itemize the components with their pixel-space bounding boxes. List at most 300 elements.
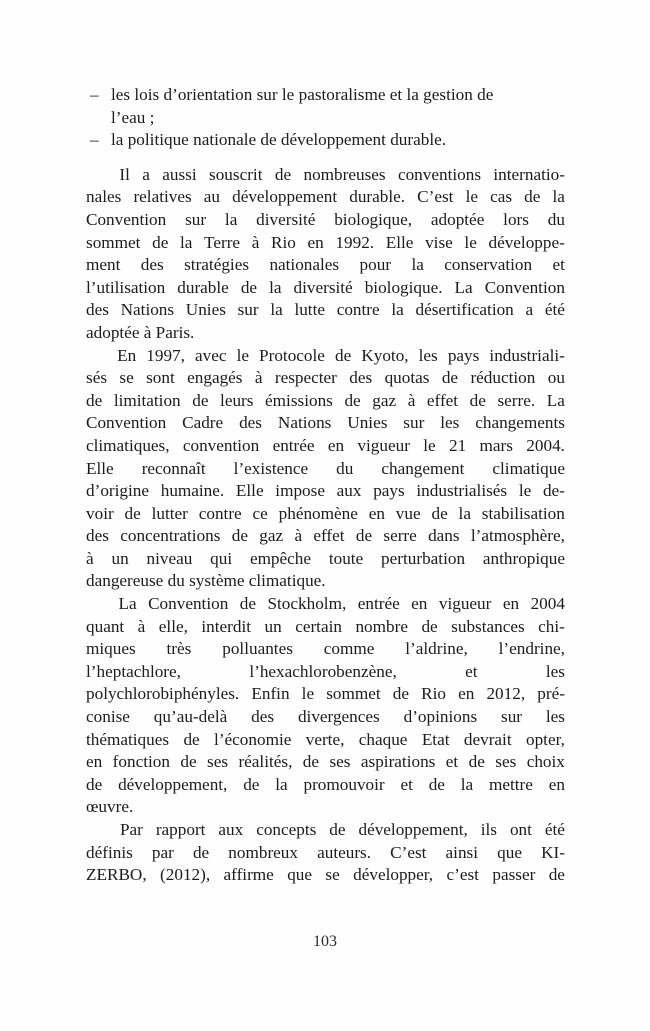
- word: la: [411, 255, 424, 275]
- text-line: [86, 164, 565, 187]
- word: climatique: [492, 458, 565, 478]
- word: sont: [146, 368, 175, 388]
- text-line: [86, 458, 565, 481]
- word: de: [192, 842, 210, 862]
- text-line: [86, 683, 565, 706]
- word: vue: [395, 503, 421, 523]
- word: miques: [86, 639, 136, 659]
- word: reconnaît: [141, 458, 206, 478]
- word: ils: [480, 820, 497, 839]
- word: Rio: [271, 232, 296, 252]
- word: des: [239, 413, 262, 433]
- word: 1992.: [335, 232, 375, 252]
- text-line: [86, 751, 565, 774]
- word: le: [518, 481, 532, 501]
- word: conservation: [444, 255, 533, 275]
- word: des: [140, 255, 164, 275]
- word: l’endrine,: [498, 639, 565, 659]
- word: ses: [495, 752, 517, 772]
- word: adoptée: [430, 209, 485, 229]
- word: quant: [86, 616, 125, 636]
- word: en: [502, 594, 520, 614]
- word: à: [251, 232, 260, 252]
- list-item-line: les lois d’orientation sur le pastoralisme et la gestion de: [111, 85, 494, 104]
- text-line: [86, 706, 565, 729]
- word: thématiques: [86, 729, 170, 749]
- word: de: [524, 187, 541, 207]
- word: sommet: [86, 232, 141, 252]
- word: stratégies: [184, 255, 250, 275]
- word: vigueur: [357, 435, 410, 455]
- word: rapport: [155, 820, 206, 839]
- word: sur: [185, 209, 207, 229]
- word: changements: [475, 413, 565, 433]
- word: aux: [336, 481, 362, 501]
- word: de: [302, 752, 320, 772]
- word: quotas: [384, 368, 430, 388]
- text-line: [86, 299, 565, 322]
- word: la: [391, 300, 404, 320]
- text-line: [86, 367, 565, 390]
- word: limitation: [113, 390, 181, 410]
- word: respecter: [274, 368, 337, 388]
- word: réalités,: [238, 752, 293, 772]
- word: effet: [426, 390, 459, 410]
- word: conise: [86, 707, 130, 727]
- paragraph-concepts: [86, 819, 565, 887]
- word: sommet: [326, 684, 381, 704]
- word: Kyoto,: [361, 345, 409, 365]
- text-line: [86, 842, 565, 865]
- text-line: [86, 525, 565, 548]
- word: climatiques,: [86, 435, 170, 455]
- word: désertification: [415, 300, 514, 320]
- word: du: [547, 209, 565, 229]
- word: en: [307, 232, 324, 252]
- text-line: [86, 774, 565, 797]
- word: en: [327, 435, 345, 455]
- word: la: [224, 209, 238, 229]
- word: mars: [479, 435, 513, 455]
- word: Rio: [421, 684, 446, 704]
- word: lutter: [151, 503, 188, 523]
- word: de: [468, 752, 485, 772]
- word: a: [525, 300, 534, 320]
- word: des: [251, 707, 275, 727]
- word: de: [240, 277, 258, 297]
- word: à: [137, 616, 146, 636]
- word: Elle: [235, 481, 264, 501]
- text-line: [86, 186, 565, 209]
- word: biologique,: [334, 209, 413, 229]
- word: niveau: [146, 548, 193, 568]
- paragraph-stockholm: [86, 593, 565, 819]
- word: développement,: [118, 774, 228, 794]
- text-line: [86, 548, 565, 571]
- word: l’existence: [233, 458, 309, 478]
- word: chi-: [538, 616, 565, 636]
- word: ses: [207, 752, 229, 772]
- word: concentrations: [120, 526, 221, 546]
- word: pays: [373, 481, 405, 501]
- word: nationales: [269, 255, 340, 275]
- word: pour: [359, 255, 392, 275]
- word: souscrit: [209, 164, 263, 184]
- word: c’est: [446, 865, 479, 885]
- word: La: [546, 390, 565, 410]
- word: l’atmosphère,: [470, 526, 565, 546]
- word: des: [86, 526, 109, 546]
- text-line: [86, 503, 565, 526]
- word: convention: [182, 435, 260, 455]
- text-line: [86, 435, 565, 458]
- word: développement: [232, 187, 338, 207]
- word: cas: [490, 187, 513, 207]
- word: Cadre: [182, 413, 224, 433]
- word: de: [392, 684, 409, 704]
- word: de: [441, 368, 459, 388]
- word: Convention: [86, 209, 167, 229]
- word: la: [458, 503, 471, 523]
- word: concepts: [256, 820, 317, 839]
- word: en: [368, 503, 385, 523]
- word: la: [275, 774, 288, 794]
- word: nombre: [355, 616, 408, 636]
- word: en: [86, 752, 103, 772]
- word: polluantes: [222, 639, 293, 659]
- word: du: [336, 458, 354, 478]
- word: de: [344, 390, 361, 410]
- word: relatives: [133, 187, 192, 207]
- page-text-block: [86, 84, 565, 887]
- word: opter,: [525, 729, 565, 749]
- word: que: [497, 842, 522, 862]
- word: le: [236, 345, 249, 365]
- word: l’hexachlorobenzène,: [249, 661, 397, 681]
- word: entrée: [357, 594, 400, 614]
- word: La: [118, 594, 137, 614]
- word: de: [86, 390, 103, 410]
- word: KI-: [541, 842, 565, 862]
- word: polychlorobiphényles.: [86, 684, 240, 704]
- word: et: [465, 661, 478, 681]
- word: des: [349, 368, 373, 388]
- word: sés: [86, 368, 108, 388]
- word: développement,: [358, 820, 468, 839]
- word: lors: [503, 209, 529, 229]
- word: développer,: [353, 865, 434, 885]
- word: 2004.: [526, 435, 565, 455]
- word: de: [431, 503, 448, 523]
- word: Etat: [421, 729, 450, 749]
- paragraph-kyoto: [86, 345, 565, 594]
- word: sur: [403, 413, 425, 433]
- word: ses: [329, 752, 351, 772]
- word: serre: [383, 526, 417, 546]
- word: Il: [119, 164, 130, 184]
- word: la: [270, 300, 283, 320]
- text-line: [86, 232, 565, 255]
- word: industrialisés: [416, 481, 508, 501]
- word: lutte: [294, 300, 325, 320]
- word: un: [264, 616, 282, 636]
- word: de-: [542, 481, 565, 501]
- word: le: [464, 232, 477, 252]
- word: promouvoir: [303, 774, 385, 794]
- word: ou: [547, 368, 565, 388]
- word: de: [335, 345, 352, 365]
- word: biologique.: [364, 277, 443, 297]
- word: de: [239, 594, 256, 614]
- word: très: [166, 639, 192, 659]
- word: la: [460, 774, 474, 794]
- word: mettre: [489, 774, 533, 794]
- word: de: [355, 526, 373, 546]
- word: aux: [218, 820, 244, 839]
- word: d’origine: [86, 481, 150, 501]
- dash-marker-icon: –: [90, 130, 99, 150]
- word: la: [179, 232, 193, 252]
- word: stabilisation: [481, 503, 565, 523]
- word: d’opinions: [403, 707, 478, 727]
- text-line: [86, 864, 565, 887]
- word: se: [325, 865, 340, 885]
- word: qui: [210, 548, 233, 568]
- word: sur: [237, 300, 259, 320]
- word: 2012,: [486, 684, 526, 704]
- word: se: [119, 368, 134, 388]
- word: 2004: [530, 594, 565, 614]
- word: de: [124, 503, 141, 523]
- word: pays: [447, 345, 480, 365]
- text-line: [86, 277, 565, 300]
- word: l’heptachlore,: [86, 661, 181, 681]
- word: par: [151, 842, 174, 862]
- word: ont: [509, 820, 532, 839]
- word: dans: [428, 526, 460, 546]
- word: nales: [86, 187, 122, 207]
- text-line: [86, 570, 565, 593]
- word: contre: [336, 300, 380, 320]
- word: un: [111, 548, 129, 568]
- list-item: [86, 84, 565, 129]
- word: de: [469, 390, 486, 410]
- word: Par: [119, 820, 143, 839]
- word: nombreux: [228, 842, 298, 862]
- word: de: [152, 232, 169, 252]
- word: Enfin: [251, 684, 290, 704]
- word: durable.: [349, 187, 406, 207]
- word: que: [287, 865, 313, 885]
- word: nombreuses: [303, 164, 386, 184]
- word: Unies: [347, 413, 388, 433]
- word: été: [544, 820, 565, 839]
- word: avec: [195, 345, 227, 365]
- word: sur: [501, 707, 523, 727]
- word: verte,: [305, 729, 345, 749]
- word: a: [142, 164, 150, 184]
- text-line: [86, 345, 565, 368]
- word: devrait: [463, 729, 512, 749]
- word: humaine.: [160, 481, 225, 501]
- word: ZERBO,: [86, 865, 147, 885]
- word: œuvre.: [86, 797, 134, 817]
- word: engagés: [187, 368, 243, 388]
- text-line: [86, 796, 565, 819]
- word: divergences: [297, 707, 380, 727]
- word: comme: [323, 639, 375, 659]
- word: émissions: [265, 390, 333, 410]
- word: affirme: [223, 865, 274, 885]
- text-line: [86, 412, 565, 435]
- paragraph-conventions: [86, 164, 565, 345]
- word: Stockholm,: [267, 594, 347, 614]
- word: de: [231, 526, 248, 546]
- word: Convention: [484, 277, 565, 297]
- word: les: [545, 661, 565, 681]
- word: serre.: [497, 390, 536, 410]
- word: passer: [492, 865, 536, 885]
- word: en: [548, 774, 565, 794]
- word: développe-: [488, 232, 565, 252]
- word: 1997,: [146, 345, 185, 365]
- list-item: [86, 129, 565, 152]
- word: perturbation: [381, 548, 466, 568]
- word: à: [407, 390, 416, 410]
- word: la: [269, 277, 282, 297]
- word: le: [301, 684, 315, 704]
- word: entrée: [272, 435, 315, 455]
- word: vise: [425, 232, 453, 252]
- word: 21: [449, 435, 467, 455]
- word: Nations: [120, 300, 175, 320]
- word: le: [465, 187, 478, 207]
- word: voir: [86, 503, 114, 523]
- word: auteurs.: [317, 842, 372, 862]
- word: à: [294, 526, 303, 546]
- word: ce: [252, 503, 268, 523]
- list-item-line: la politique nationale de développement durable.: [111, 130, 447, 150]
- word: impose: [275, 481, 325, 501]
- word: fonction: [112, 752, 170, 772]
- word: diversité: [256, 209, 316, 229]
- word: empêche: [249, 548, 312, 568]
- word: ainsi: [445, 842, 479, 862]
- word: au: [203, 187, 220, 207]
- word: Elle: [385, 232, 414, 252]
- word: des: [86, 300, 109, 320]
- word: de: [548, 865, 565, 885]
- word: en: [458, 684, 475, 704]
- word: qu’au-delà: [153, 707, 228, 727]
- word: l’utilisation: [86, 277, 166, 297]
- word: diversité: [293, 277, 353, 297]
- word: l’aldrine,: [405, 639, 468, 659]
- word: de: [421, 616, 438, 636]
- word: de: [86, 774, 103, 794]
- word: gaz: [372, 390, 397, 410]
- word: réduction: [470, 368, 536, 388]
- word: de: [183, 729, 200, 749]
- word: aussi: [162, 164, 197, 184]
- word: à: [86, 548, 94, 568]
- word: chaque: [358, 729, 408, 749]
- word: aspirations: [360, 752, 436, 772]
- word: les: [545, 707, 565, 727]
- word: phénomène: [278, 503, 358, 523]
- word: en: [411, 594, 428, 614]
- word: elle,: [158, 616, 188, 636]
- text-line: [86, 638, 565, 661]
- word: Elle: [86, 458, 114, 478]
- word: contre: [198, 503, 242, 523]
- word: de: [243, 774, 260, 794]
- word: les: [440, 413, 460, 433]
- word: à: [254, 368, 263, 388]
- word: gaz: [259, 526, 284, 546]
- word: leurs: [220, 390, 254, 410]
- word: effet: [313, 526, 345, 546]
- word: interdit: [201, 616, 252, 636]
- dash-marker-icon: –: [90, 85, 99, 104]
- text-line: [86, 480, 565, 503]
- word: Convention: [86, 413, 167, 433]
- word: durable: [177, 277, 229, 297]
- text-line: [86, 729, 565, 752]
- word: choix: [526, 752, 565, 772]
- list-item-line: l’eau ;: [111, 107, 155, 127]
- word: l’économie: [214, 729, 292, 749]
- word: de: [192, 390, 209, 410]
- text-line: [86, 209, 565, 232]
- word: Unies: [185, 300, 226, 320]
- word: C’est: [417, 187, 454, 207]
- word: de: [274, 164, 292, 184]
- word: toute: [328, 548, 364, 568]
- word: Terre: [204, 232, 241, 252]
- text-line: [86, 593, 565, 616]
- word: dangereuse du système climatique.: [86, 571, 326, 591]
- word: et: [552, 255, 565, 275]
- word: et: [445, 752, 459, 772]
- word: les: [418, 345, 438, 365]
- text-line: [86, 390, 565, 413]
- word: et: [400, 774, 413, 794]
- paragraph-spacer: [86, 152, 565, 164]
- word: été: [544, 300, 565, 320]
- word: Nations: [277, 413, 332, 433]
- word: de: [428, 774, 445, 794]
- text-line: [86, 661, 565, 684]
- word: le: [423, 435, 436, 455]
- word: définis: [86, 842, 133, 862]
- dash-list: [86, 84, 565, 152]
- word: (2012),: [160, 865, 211, 885]
- text-line: [86, 819, 565, 842]
- text-line: [86, 322, 565, 345]
- word: de: [329, 820, 346, 839]
- word: En: [117, 345, 137, 365]
- word: la: [552, 187, 565, 207]
- text-line: [86, 254, 565, 277]
- word: substances: [451, 616, 525, 636]
- word: adoptée à Paris.: [86, 322, 195, 342]
- word: certain: [295, 616, 342, 636]
- word: conventions: [397, 164, 482, 184]
- page-number: 103: [313, 933, 337, 950]
- word: anthropique: [482, 548, 565, 568]
- word: ment: [86, 255, 121, 275]
